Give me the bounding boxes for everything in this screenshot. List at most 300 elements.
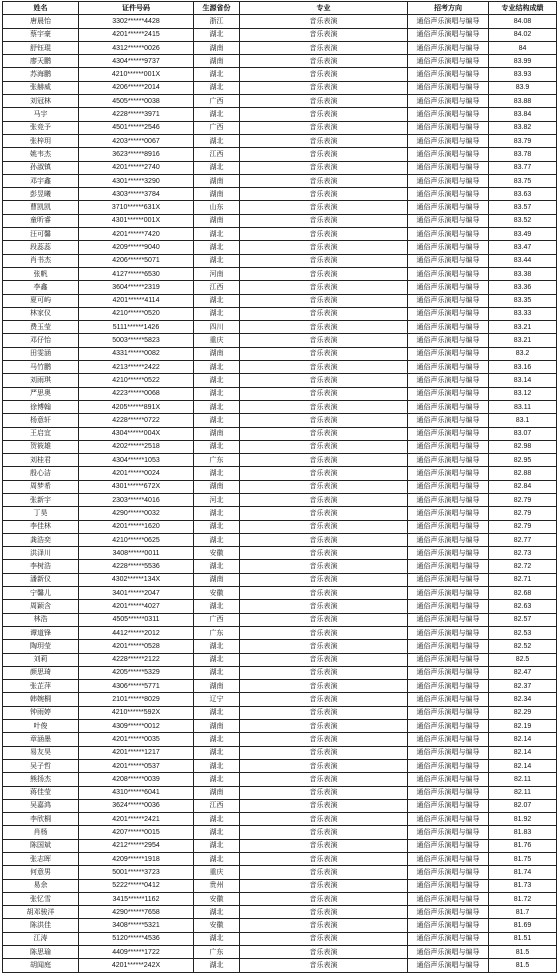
cell-direction: 通俗声乐演唱与编导 [408, 28, 489, 41]
cell-province: 湖北 [194, 640, 240, 653]
header-direction: 招考方向 [408, 2, 489, 15]
cell-name: 舒钰琨 [3, 41, 79, 54]
cell-province: 湖北 [194, 826, 240, 839]
cell-major: 音乐表演 [240, 174, 408, 187]
cell-score: 82.88 [489, 467, 557, 480]
cell-score: 83.14 [489, 374, 557, 387]
cell-direction: 通俗声乐演唱与编导 [408, 693, 489, 706]
cell-province: 江西 [194, 148, 240, 161]
cell-major: 音乐表演 [240, 573, 408, 586]
table-row [3, 693, 557, 706]
cell-id-number: 4210******0625 [79, 533, 194, 546]
cell-direction: 通俗声乐演唱与编导 [408, 547, 489, 560]
cell-name: 马竹鹏 [3, 361, 79, 374]
cell-name: 颜思琦 [3, 666, 79, 679]
cell-id-number: 4201******0528 [79, 640, 194, 653]
table-row [3, 41, 557, 54]
cell-score: 83.35 [489, 294, 557, 307]
cell-score: 83.21 [489, 334, 557, 347]
cell-major: 音乐表演 [240, 361, 408, 374]
cell-direction: 通俗声乐演唱与编导 [408, 666, 489, 679]
cell-province: 四川 [194, 321, 240, 334]
cell-name: 易余 [3, 879, 79, 892]
cell-province: 安徽 [194, 547, 240, 560]
cell-score: 81.74 [489, 866, 557, 879]
table-row [3, 281, 557, 294]
cell-id-number: 4209******9040 [79, 241, 194, 254]
cell-id-number: 4228******2122 [79, 653, 194, 666]
cell-id-number: 4127******6530 [79, 267, 194, 280]
cell-direction: 通俗声乐演唱与编导 [408, 640, 489, 653]
cell-direction: 通俗声乐演唱与编导 [408, 560, 489, 573]
cell-name: 江涛 [3, 932, 79, 945]
cell-name: 蒋佳莹 [3, 786, 79, 799]
cell-score: 83.78 [489, 148, 557, 161]
cell-name: 王启宜 [3, 427, 79, 440]
cell-id-number: 4312******0026 [79, 41, 194, 54]
cell-province: 湖北 [194, 387, 240, 400]
cell-score: 82.11 [489, 773, 557, 786]
cell-name: 陶玥莹 [3, 640, 79, 653]
cell-province: 浙江 [194, 15, 240, 28]
cell-score: 81.72 [489, 892, 557, 905]
cell-province: 湖南 [194, 55, 240, 68]
cell-direction: 通俗声乐演唱与编导 [408, 773, 489, 786]
cell-province: 广东 [194, 454, 240, 467]
cell-name: 张志晖 [3, 853, 79, 866]
cell-score: 83.75 [489, 174, 557, 187]
cell-province: 重庆 [194, 334, 240, 347]
cell-province: 湖北 [194, 959, 240, 972]
cell-major: 音乐表演 [240, 201, 408, 214]
cell-id-number: 4301******3290 [79, 174, 194, 187]
cell-direction: 通俗声乐演唱与编导 [408, 946, 489, 959]
cell-score: 81.83 [489, 826, 557, 839]
cell-direction: 通俗声乐演唱与编导 [408, 906, 489, 919]
cell-province: 湖北 [194, 507, 240, 520]
table-row [3, 613, 557, 626]
header-id-number: 证件号码 [79, 2, 194, 15]
cell-name: 刘冠林 [3, 95, 79, 108]
table-row [3, 746, 557, 759]
cell-id-number: 3415******1162 [79, 892, 194, 905]
cell-name: 李佳林 [3, 520, 79, 533]
cell-major: 音乐表演 [240, 626, 408, 639]
cell-id-number: 4331******0082 [79, 347, 194, 360]
cell-id-number: 4301******672X [79, 480, 194, 493]
cell-major: 音乐表演 [240, 919, 408, 932]
cell-major: 音乐表演 [240, 720, 408, 733]
cell-score: 82.71 [489, 573, 557, 586]
cell-id-number: 4203******0067 [79, 134, 194, 147]
cell-id-number: 3401******2047 [79, 587, 194, 600]
cell-province: 江西 [194, 281, 240, 294]
cell-name: 胡闻庭 [3, 959, 79, 972]
cell-name: 孙淑镇 [3, 161, 79, 174]
cell-direction: 通俗声乐演唱与编导 [408, 387, 489, 400]
cell-score: 83.12 [489, 387, 557, 400]
cell-id-number: 4304******004X [79, 427, 194, 440]
cell-id-number: 2303******4016 [79, 493, 194, 506]
cell-score: 82.37 [489, 680, 557, 693]
cell-name: 殷心洁 [3, 467, 79, 480]
cell-province: 广东 [194, 946, 240, 959]
cell-direction: 通俗声乐演唱与编导 [408, 134, 489, 147]
table-row [3, 786, 557, 799]
cell-major: 音乐表演 [240, 480, 408, 493]
cell-score: 84.08 [489, 15, 557, 28]
cell-name: 吴子哲 [3, 759, 79, 772]
cell-major: 音乐表演 [240, 733, 408, 746]
cell-province: 湖北 [194, 733, 240, 746]
cell-province: 贵州 [194, 879, 240, 892]
cell-score: 81.75 [489, 853, 557, 866]
cell-direction: 通俗声乐演唱与编导 [408, 95, 489, 108]
table-row [3, 799, 557, 812]
cell-direction: 通俗声乐演唱与编导 [408, 480, 489, 493]
cell-score: 82.5 [489, 653, 557, 666]
cell-province: 湖北 [194, 839, 240, 852]
cell-major: 音乐表演 [240, 786, 408, 799]
cell-name: 费玉莹 [3, 321, 79, 334]
cell-major: 音乐表演 [240, 440, 408, 453]
cell-score: 82.57 [489, 613, 557, 626]
cell-name: 段蕊蕊 [3, 241, 79, 254]
cell-name: 陈洪佳 [3, 919, 79, 932]
cell-direction: 通俗声乐演唱与编导 [408, 879, 489, 892]
table-row [3, 108, 557, 121]
cell-id-number: 4206******2014 [79, 81, 194, 94]
cell-major: 音乐表演 [240, 108, 408, 121]
cell-direction: 通俗声乐演唱与编导 [408, 294, 489, 307]
cell-direction: 通俗声乐演唱与编导 [408, 587, 489, 600]
cell-direction: 通俗声乐演唱与编导 [408, 786, 489, 799]
table-row [3, 826, 557, 839]
cell-score: 82.68 [489, 587, 557, 600]
cell-direction: 通俗声乐演唱与编导 [408, 919, 489, 932]
cell-province: 湖南 [194, 214, 240, 227]
table-row [3, 400, 557, 413]
cell-direction: 通俗声乐演唱与编导 [408, 281, 489, 294]
cell-score: 83.84 [489, 108, 557, 121]
table-row [3, 347, 557, 360]
cell-score: 83.82 [489, 121, 557, 134]
cell-score: 81.69 [489, 919, 557, 932]
cell-direction: 通俗声乐演唱与编导 [408, 347, 489, 360]
cell-id-number: 4201******2415 [79, 28, 194, 41]
cell-name: 易友昊 [3, 746, 79, 759]
cell-score: 83.52 [489, 214, 557, 227]
cell-major: 音乐表演 [240, 321, 408, 334]
table-row [3, 294, 557, 307]
cell-score: 83.2 [489, 347, 557, 360]
table-row [3, 720, 557, 733]
cell-direction: 通俗声乐演唱与编导 [408, 799, 489, 812]
table-row [3, 666, 557, 679]
cell-major: 音乐表演 [240, 294, 408, 307]
cell-name: 钟雨婷 [3, 706, 79, 719]
cell-name: 林浩 [3, 613, 79, 626]
table-row [3, 853, 557, 866]
table-row [3, 95, 557, 108]
cell-id-number: 4212******2954 [79, 839, 194, 852]
cell-name: 夏可屿 [3, 294, 79, 307]
cell-major: 音乐表演 [240, 228, 408, 241]
cell-id-number: 4210******001X [79, 68, 194, 81]
cell-direction: 通俗声乐演唱与编导 [408, 307, 489, 320]
cell-direction: 通俗声乐演唱与编导 [408, 467, 489, 480]
cell-direction: 通俗声乐演唱与编导 [408, 454, 489, 467]
cell-id-number: 4309******0012 [79, 720, 194, 733]
cell-name: 张帆 [3, 267, 79, 280]
cell-score: 83.33 [489, 307, 557, 320]
cell-province: 湖南 [194, 786, 240, 799]
cell-name: 张竞予 [3, 121, 79, 134]
cell-id-number: 4302******134X [79, 573, 194, 586]
cell-id-number: 4409******1722 [79, 946, 194, 959]
cell-id-number: 4304******9737 [79, 55, 194, 68]
cell-direction: 通俗声乐演唱与编导 [408, 121, 489, 134]
table-row [3, 321, 557, 334]
cell-id-number: 4201******2421 [79, 813, 194, 826]
table-row [3, 307, 557, 320]
cell-score: 82.95 [489, 454, 557, 467]
table-row [3, 188, 557, 201]
cell-score: 82.14 [489, 733, 557, 746]
cell-province: 湖北 [194, 414, 240, 427]
cell-score: 83.9 [489, 81, 557, 94]
cell-major: 音乐表演 [240, 374, 408, 387]
cell-score: 83.44 [489, 254, 557, 267]
table-row [3, 932, 557, 945]
cell-major: 音乐表演 [240, 41, 408, 54]
cell-province: 重庆 [194, 866, 240, 879]
cell-id-number: 5111******1426 [79, 321, 194, 334]
cell-score: 82.14 [489, 746, 557, 759]
table-row [3, 55, 557, 68]
cell-score: 82.79 [489, 520, 557, 533]
cell-major: 音乐表演 [240, 706, 408, 719]
cell-major: 音乐表演 [240, 387, 408, 400]
cell-major: 音乐表演 [240, 839, 408, 852]
cell-major: 音乐表演 [240, 347, 408, 360]
cell-id-number: 4306******5771 [79, 680, 194, 693]
cell-major: 音乐表演 [240, 241, 408, 254]
cell-direction: 通俗声乐演唱与编导 [408, 626, 489, 639]
table-header [3, 2, 557, 15]
cell-direction: 通俗声乐演唱与编导 [408, 427, 489, 440]
cell-name: 邓仔怡 [3, 334, 79, 347]
table-row [3, 241, 557, 254]
table-row [3, 228, 557, 241]
cell-province: 湖北 [194, 307, 240, 320]
cell-direction: 通俗声乐演唱与编导 [408, 41, 489, 54]
cell-province: 湖北 [194, 773, 240, 786]
cell-direction: 通俗声乐演唱与编导 [408, 613, 489, 626]
table-row [3, 201, 557, 214]
cell-province: 湖北 [194, 108, 240, 121]
cell-id-number: 4290******0032 [79, 507, 194, 520]
cell-score: 82.29 [489, 706, 557, 719]
cell-direction: 通俗声乐演唱与编导 [408, 414, 489, 427]
cell-id-number: 4205******891X [79, 400, 194, 413]
table-row [3, 680, 557, 693]
cell-name: 张忆雪 [3, 892, 79, 905]
cell-score: 84 [489, 41, 557, 54]
table-row [3, 507, 557, 520]
cell-name: 何意男 [3, 866, 79, 879]
cell-direction: 通俗声乐演唱与编导 [408, 813, 489, 826]
cell-score: 83.11 [489, 400, 557, 413]
header-score: 专业结构成绩 [489, 2, 557, 15]
cell-id-number: 4223******0068 [79, 387, 194, 400]
cell-major: 音乐表演 [240, 493, 408, 506]
cell-province: 湖北 [194, 906, 240, 919]
cell-direction: 通俗声乐演唱与编导 [408, 826, 489, 839]
cell-name: 邓宇鑫 [3, 174, 79, 187]
table-row [3, 839, 557, 852]
table-row [3, 640, 557, 653]
cell-major: 音乐表演 [240, 81, 408, 94]
cell-major: 音乐表演 [240, 879, 408, 892]
cell-major: 音乐表演 [240, 653, 408, 666]
cell-major: 音乐表演 [240, 826, 408, 839]
table-row [3, 906, 557, 919]
cell-direction: 通俗声乐演唱与编导 [408, 507, 489, 520]
cell-score: 81.5 [489, 959, 557, 972]
cell-major: 音乐表演 [240, 161, 408, 174]
cell-province: 湖北 [194, 241, 240, 254]
cell-direction: 通俗声乐演唱与编导 [408, 254, 489, 267]
cell-score: 82.11 [489, 786, 557, 799]
cell-province: 湖北 [194, 706, 240, 719]
table-row [3, 361, 557, 374]
cell-score: 82.79 [489, 507, 557, 520]
cell-direction: 通俗声乐演唱与编导 [408, 68, 489, 81]
cell-name: 潘新仪 [3, 573, 79, 586]
cell-id-number: 5120******4536 [79, 932, 194, 945]
cell-direction: 通俗声乐演唱与编导 [408, 334, 489, 347]
cell-direction: 通俗声乐演唱与编导 [408, 148, 489, 161]
table-row [3, 866, 557, 879]
table-row [3, 174, 557, 187]
table-row [3, 427, 557, 440]
cell-name: 陈思瑜 [3, 946, 79, 959]
table-row [3, 374, 557, 387]
cell-direction: 通俗声乐演唱与编导 [408, 746, 489, 759]
cell-province: 安徽 [194, 892, 240, 905]
cell-direction: 通俗声乐演唱与编导 [408, 680, 489, 693]
cell-id-number: 4201******1620 [79, 520, 194, 533]
cell-province: 湖北 [194, 161, 240, 174]
cell-direction: 通俗声乐演唱与编导 [408, 892, 489, 905]
cell-major: 音乐表演 [240, 587, 408, 600]
cell-id-number: 4228******0722 [79, 414, 194, 427]
table-row [3, 15, 557, 28]
cell-major: 音乐表演 [240, 414, 408, 427]
cell-name: 李鑫 [3, 281, 79, 294]
cell-id-number: 4501******2546 [79, 121, 194, 134]
cell-name: 唐晨怡 [3, 15, 79, 28]
cell-major: 音乐表演 [240, 334, 408, 347]
cell-major: 音乐表演 [240, 853, 408, 866]
cell-major: 音乐表演 [240, 613, 408, 626]
cell-id-number: 4201******0537 [79, 759, 194, 772]
table-row [3, 706, 557, 719]
cell-score: 83.49 [489, 228, 557, 241]
cell-major: 音乐表演 [240, 467, 408, 480]
cell-major: 音乐表演 [240, 746, 408, 759]
cell-score: 82.47 [489, 666, 557, 679]
cell-id-number: 4205******5329 [79, 666, 194, 679]
cell-major: 音乐表演 [240, 507, 408, 520]
cell-major: 音乐表演 [240, 640, 408, 653]
table-row [3, 759, 557, 772]
table-row [3, 547, 557, 560]
cell-major: 音乐表演 [240, 799, 408, 812]
cell-name: 陈国斌 [3, 839, 79, 852]
cell-score: 82.98 [489, 440, 557, 453]
cell-name: 谭道锋 [3, 626, 79, 639]
cell-name: 姚韦杰 [3, 148, 79, 161]
cell-id-number: 4201******1217 [79, 746, 194, 759]
cell-direction: 通俗声乐演唱与编导 [408, 932, 489, 945]
cell-province: 湖南 [194, 427, 240, 440]
cell-major: 音乐表演 [240, 55, 408, 68]
cell-direction: 通俗声乐演唱与编导 [408, 15, 489, 28]
cell-province: 湖南 [194, 347, 240, 360]
cell-province: 湖北 [194, 653, 240, 666]
cell-score: 81.51 [489, 932, 557, 945]
cell-direction: 通俗声乐演唱与编导 [408, 81, 489, 94]
cell-direction: 通俗声乐演唱与编导 [408, 241, 489, 254]
cell-province: 山东 [194, 201, 240, 214]
cell-direction: 通俗声乐演唱与编导 [408, 161, 489, 174]
cell-province: 湖南 [194, 720, 240, 733]
cell-province: 湖北 [194, 361, 240, 374]
cell-score: 82.07 [489, 799, 557, 812]
cell-major: 音乐表演 [240, 427, 408, 440]
cell-direction: 通俗声乐演唱与编导 [408, 267, 489, 280]
cell-major: 音乐表演 [240, 666, 408, 679]
cell-id-number: 4201******0035 [79, 733, 194, 746]
cell-direction: 通俗声乐演唱与编导 [408, 839, 489, 852]
cell-score: 83.36 [489, 281, 557, 294]
table-row [3, 440, 557, 453]
table-row [3, 959, 557, 972]
cell-major: 音乐表演 [240, 946, 408, 959]
cell-name: 龚浩奕 [3, 533, 79, 546]
cell-province: 湖北 [194, 813, 240, 826]
cell-name: 丁昊 [3, 507, 79, 520]
cell-name: 宁馨儿 [3, 587, 79, 600]
cell-score: 83.93 [489, 68, 557, 81]
cell-province: 广西 [194, 95, 240, 108]
table-row [3, 733, 557, 746]
cell-direction: 通俗声乐演唱与编导 [408, 866, 489, 879]
table-row [3, 560, 557, 573]
cell-major: 音乐表演 [240, 813, 408, 826]
cell-score: 82.79 [489, 493, 557, 506]
cell-score: 82.63 [489, 600, 557, 613]
cell-name: 胡邓骏洋 [3, 906, 79, 919]
cell-direction: 通俗声乐演唱与编导 [408, 321, 489, 334]
cell-score: 81.92 [489, 813, 557, 826]
cell-province: 安徽 [194, 587, 240, 600]
cell-major: 音乐表演 [240, 68, 408, 81]
cell-score: 81.73 [489, 879, 557, 892]
cell-direction: 通俗声乐演唱与编导 [408, 400, 489, 413]
